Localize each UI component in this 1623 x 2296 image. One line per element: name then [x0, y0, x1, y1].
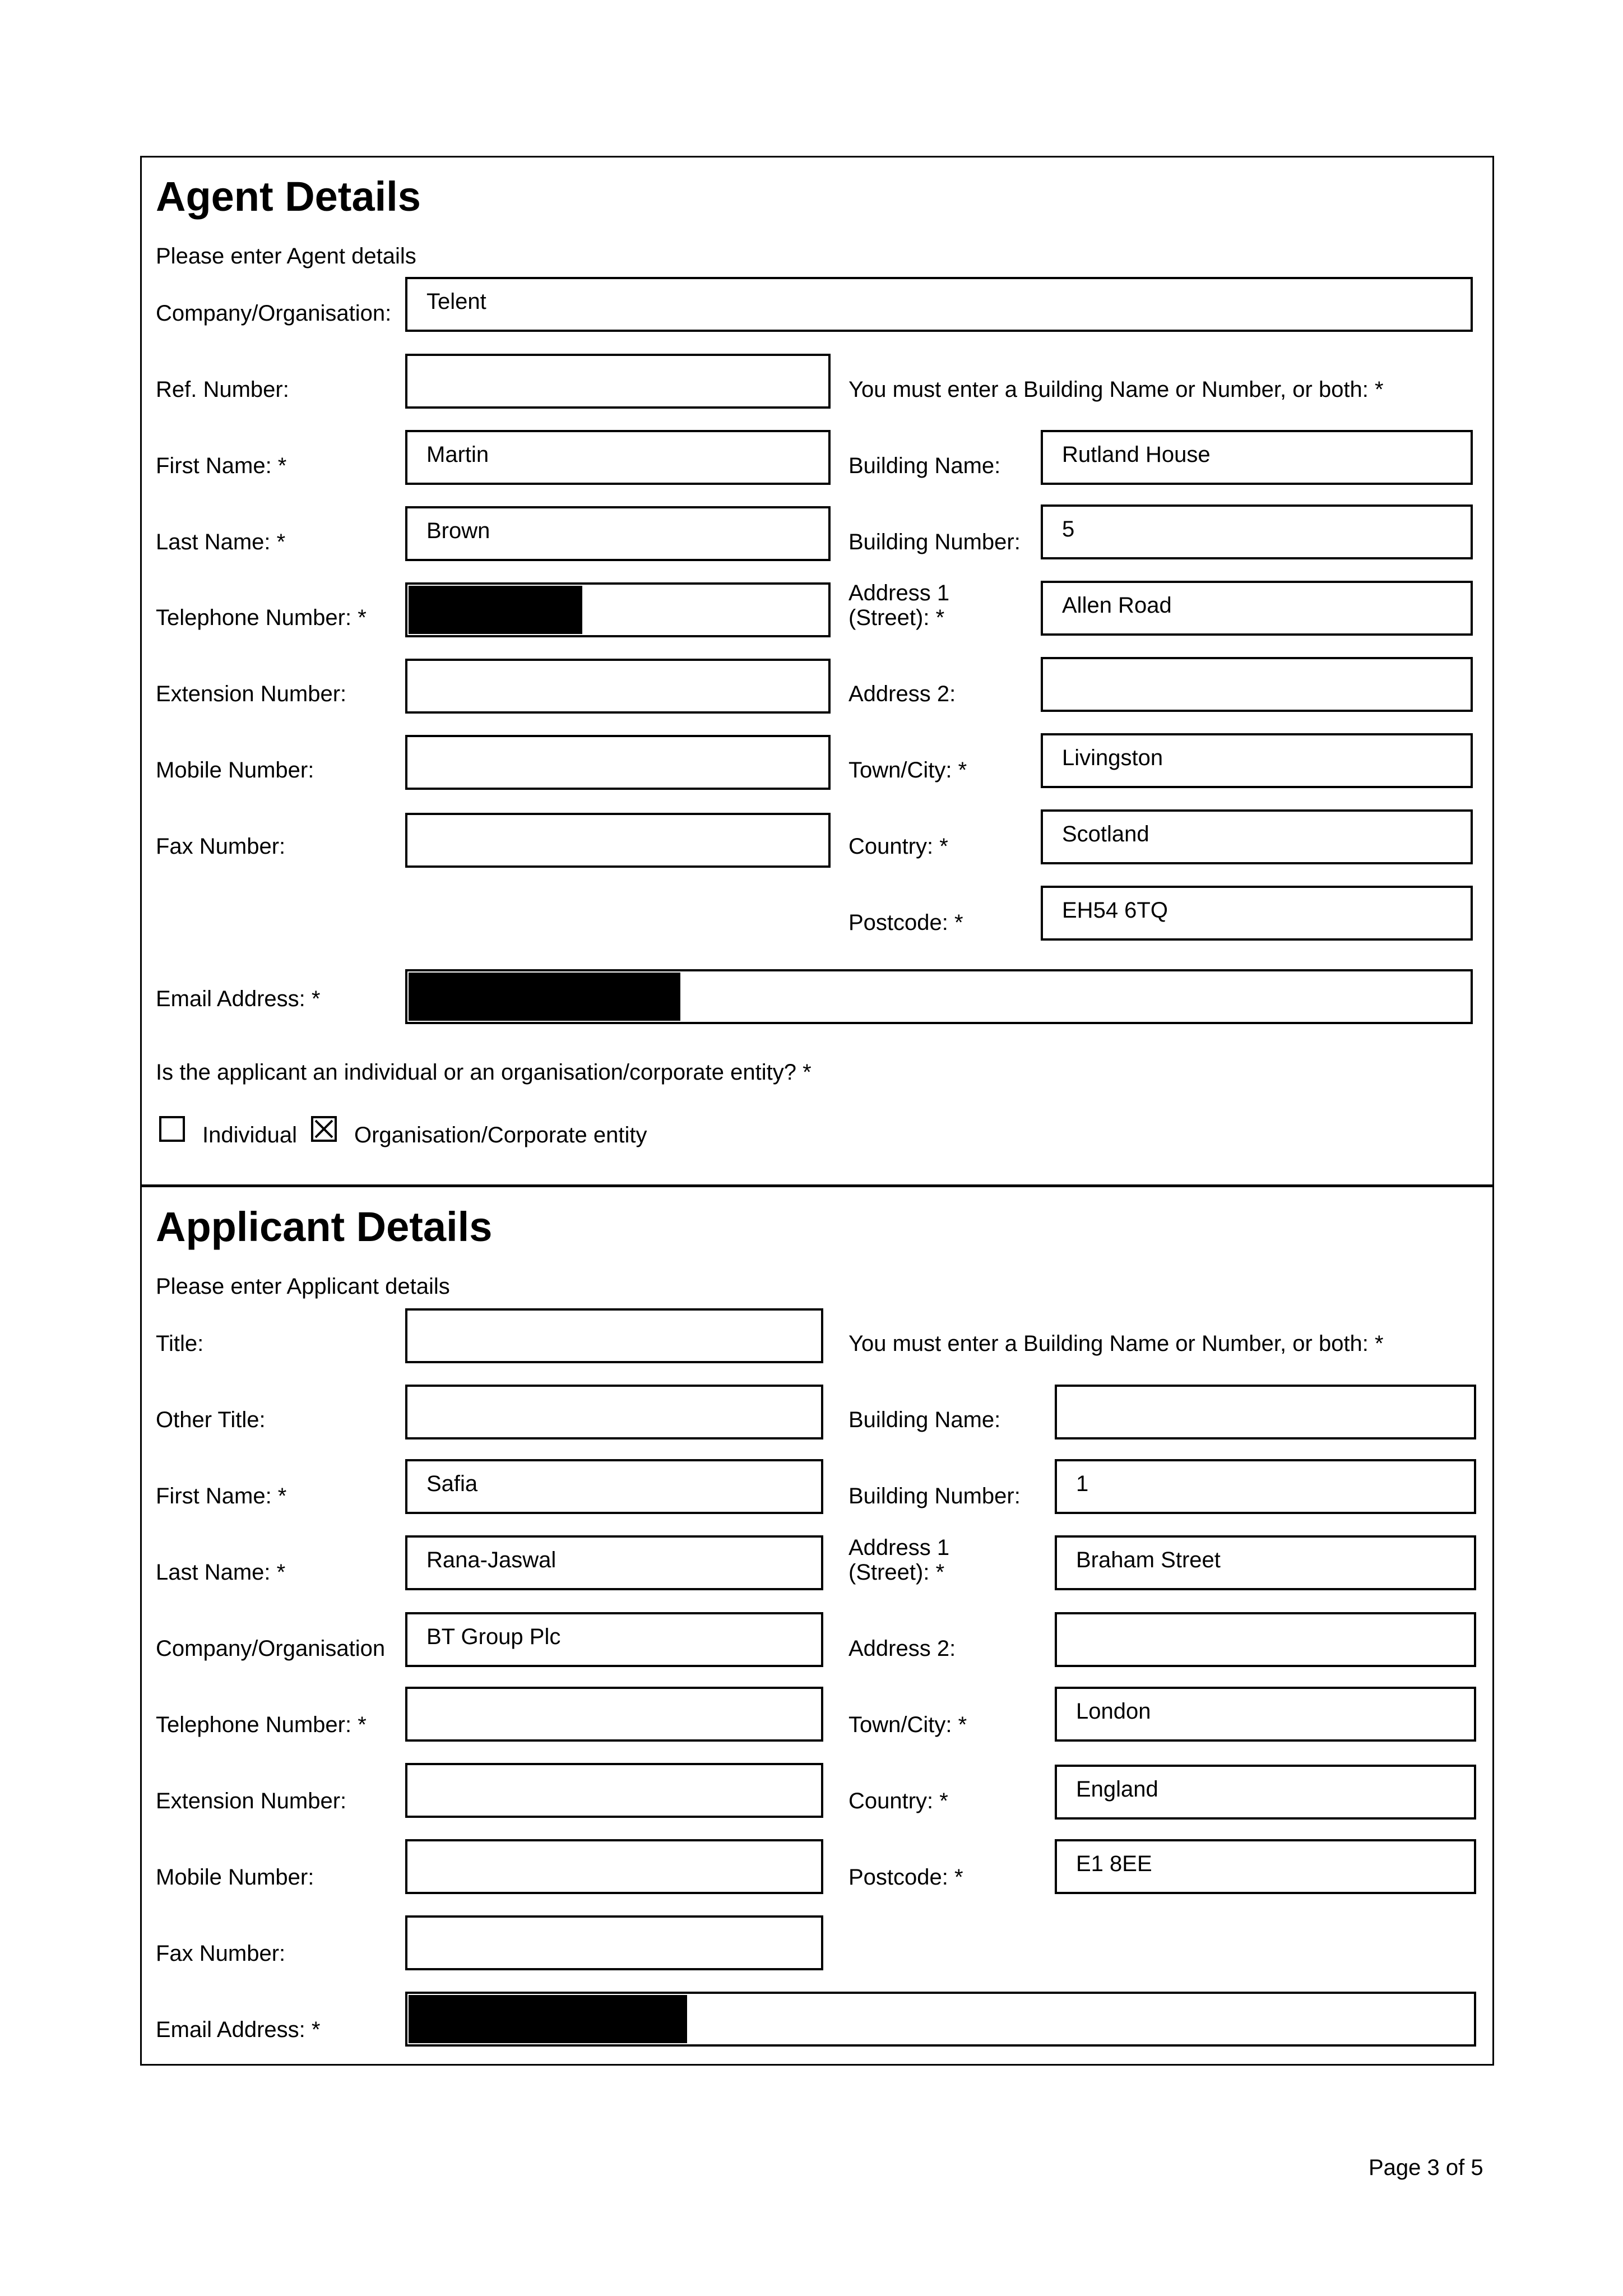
applicant-building-number-field[interactable] — [1055, 1459, 1476, 1514]
applicant-email-field[interactable] — [405, 1992, 1476, 2047]
agent-building-note: You must enter a Building Name or Number, or both: * — [848, 377, 1384, 402]
applicant-company-value: BT Group Plc — [426, 1624, 561, 1649]
agent-company-label: Company/Organisation: — [156, 301, 392, 326]
agent-first-name-label: First Name: * — [156, 453, 287, 478]
agent-email-field[interactable] — [405, 969, 1473, 1024]
applicant-last-name-field[interactable] — [405, 1535, 823, 1590]
page-number: Page 3 of 5 — [1369, 2155, 1483, 2180]
applicant-address2-field[interactable] — [1055, 1612, 1476, 1667]
applicant-building-name-label: Building Name: — [848, 1408, 1001, 1432]
applicant-country-value: England — [1076, 1777, 1158, 1802]
applicant-email-redaction — [409, 1995, 687, 2043]
applicant-last-name-label: Last Name: * — [156, 1560, 286, 1585]
agent-town-value: Livingston — [1062, 746, 1163, 770]
agent-first-name-field[interactable] — [405, 430, 831, 485]
organisation-option-label: Organisation/Corporate entity — [354, 1123, 647, 1147]
agent-extension-field[interactable] — [405, 659, 831, 714]
checkbox-cross-icon — [313, 1118, 335, 1140]
applicant-mobile-field[interactable] — [405, 1839, 823, 1894]
applicant-address1-label-line2: (Street): * — [848, 1560, 945, 1585]
applicant-email-label: Email Address: * — [156, 2017, 321, 2042]
agent-email-redaction — [409, 973, 680, 1021]
applicant-first-name-label: First Name: * — [156, 1484, 287, 1508]
applicant-postcode-label: Postcode: * — [848, 1865, 963, 1890]
applicant-building-note: You must enter a Building Name or Number, or both: * — [848, 1331, 1384, 1356]
agent-country-field[interactable] — [1041, 809, 1473, 864]
agent-telephone-redaction — [409, 586, 582, 634]
agent-ref-field[interactable] — [405, 354, 831, 409]
agent-town-field[interactable] — [1041, 733, 1473, 788]
agent-building-number-field[interactable] — [1041, 504, 1473, 559]
agent-email-label: Email Address: * — [156, 987, 321, 1011]
applicant-building-name-field[interactable] — [1055, 1385, 1476, 1439]
agent-building-name-label: Building Name: — [848, 453, 1001, 478]
agent-fax-label: Fax Number: — [156, 834, 286, 859]
applicant-telephone-field[interactable] — [405, 1687, 823, 1742]
organisation-checkbox[interactable] — [311, 1116, 337, 1142]
agent-building-name-field[interactable] — [1041, 430, 1473, 485]
agent-company-field[interactable] — [405, 277, 1473, 332]
agent-telephone-field[interactable] — [405, 582, 831, 637]
agent-address2-field[interactable] — [1041, 657, 1473, 712]
agent-ref-label: Ref. Number: — [156, 377, 289, 402]
applicant-address1-field[interactable] — [1055, 1535, 1476, 1590]
applicant-town-value: London — [1076, 1699, 1151, 1724]
applicant-first-name-field[interactable] — [405, 1459, 823, 1514]
agent-telephone-label: Telephone Number: * — [156, 605, 367, 630]
applicant-address1-value: Braham Street — [1076, 1548, 1221, 1572]
agent-postcode-label: Postcode: * — [848, 910, 963, 935]
applicant-first-name-value: Safia — [426, 1471, 478, 1496]
applicant-extension-label: Extension Number: — [156, 1789, 347, 1813]
agent-first-name-value: Martin — [426, 442, 489, 467]
agent-building-number-label: Building Number: — [848, 530, 1021, 554]
agent-extension-label: Extension Number: — [156, 682, 347, 706]
agent-last-name-label: Last Name: * — [156, 530, 286, 554]
applicant-fax-label: Fax Number: — [156, 1941, 286, 1966]
agent-address1-label-line2: (Street): * — [848, 605, 945, 630]
applicant-telephone-label: Telephone Number: * — [156, 1712, 367, 1737]
applicant-other-title-field[interactable] — [405, 1385, 823, 1439]
applicant-company-label: Company/Organisation — [156, 1636, 386, 1661]
agent-town-label: Town/City: * — [848, 758, 967, 783]
agent-mobile-field[interactable] — [405, 735, 831, 790]
agent-mobile-label: Mobile Number: — [156, 758, 314, 783]
agent-postcode-value: EH54 6TQ — [1062, 898, 1168, 923]
applicant-details-instructions: Please enter Applicant details — [156, 1274, 450, 1299]
agent-last-name-field[interactable] — [405, 506, 831, 561]
agent-company-value: Telent — [426, 289, 486, 314]
applicant-town-label: Town/City: * — [848, 1712, 967, 1737]
applicant-mobile-label: Mobile Number: — [156, 1865, 314, 1890]
applicant-title-label: Title: — [156, 1331, 204, 1356]
agent-address2-label: Address 2: — [848, 682, 956, 706]
applicant-building-number-label: Building Number: — [848, 1484, 1021, 1508]
agent-fax-field[interactable] — [405, 813, 831, 868]
applicant-town-field[interactable] — [1055, 1687, 1476, 1742]
applicant-fax-field[interactable] — [405, 1915, 823, 1970]
applicant-type-question: Is the applicant an individual or an organisation/corporate entity? * — [156, 1060, 812, 1085]
agent-building-name-value: Rutland House — [1062, 442, 1211, 467]
applicant-company-field[interactable] — [405, 1612, 823, 1667]
applicant-country-field[interactable] — [1055, 1765, 1476, 1820]
applicant-details-heading: Applicant Details — [156, 1203, 493, 1250]
applicant-postcode-value: E1 8EE — [1076, 1851, 1152, 1876]
applicant-postcode-field[interactable] — [1055, 1839, 1476, 1894]
applicant-country-label: Country: * — [848, 1789, 948, 1813]
agent-country-value: Scotland — [1062, 822, 1149, 846]
agent-address1-label-line1: Address 1 — [848, 581, 950, 605]
individual-checkbox[interactable] — [159, 1116, 185, 1142]
agent-address1-value: Allen Road — [1062, 593, 1172, 618]
agent-last-name-value: Brown — [426, 519, 490, 543]
agent-address1-field[interactable] — [1041, 581, 1473, 636]
applicant-address2-label: Address 2: — [848, 1636, 956, 1661]
agent-building-number-value: 5 — [1062, 517, 1075, 541]
applicant-address1-label-line1: Address 1 — [848, 1535, 950, 1560]
applicant-extension-field[interactable] — [405, 1763, 823, 1818]
agent-country-label: Country: * — [848, 834, 948, 859]
agent-details-heading: Agent Details — [156, 173, 421, 220]
applicant-other-title-label: Other Title: — [156, 1408, 266, 1432]
applicant-last-name-value: Rana-Jaswal — [426, 1548, 557, 1572]
agent-details-instructions: Please enter Agent details — [156, 244, 416, 269]
individual-option-label: Individual — [202, 1123, 298, 1147]
applicant-title-field[interactable] — [405, 1308, 823, 1363]
agent-postcode-field[interactable] — [1041, 886, 1473, 941]
applicant-building-number-value: 1 — [1076, 1471, 1089, 1496]
